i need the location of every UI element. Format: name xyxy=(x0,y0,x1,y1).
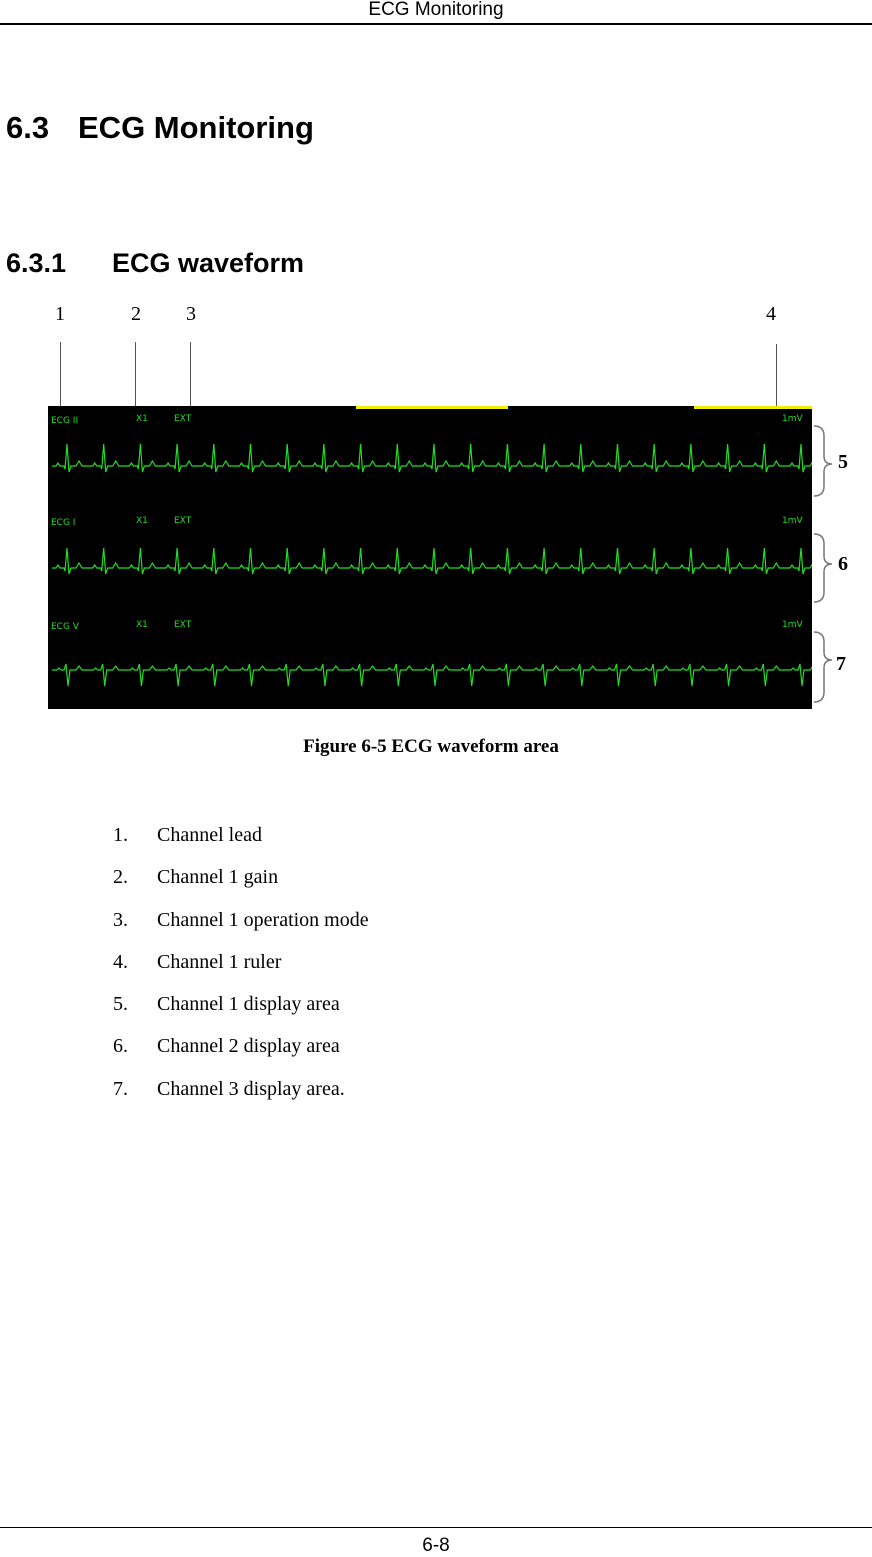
list-item: 6. Channel 2 display area xyxy=(113,1035,340,1058)
ecg-waveform-screen xyxy=(48,406,812,709)
figure-caption: Figure 6-5 ECG waveform area xyxy=(303,736,559,757)
callout-7: 7 xyxy=(836,653,846,675)
callout-6: 6 xyxy=(838,553,848,575)
section-heading xyxy=(6,110,314,146)
callout-4: 4 xyxy=(766,303,776,325)
list-item: 2. Channel 1 gain xyxy=(113,866,279,889)
channel-3-gain: X1 xyxy=(136,620,148,630)
leader-line-3 xyxy=(190,342,191,412)
yellow-indicator-bar xyxy=(356,406,508,409)
callout-2: 2 xyxy=(131,303,141,325)
channel-2-lead: ECG I xyxy=(51,518,76,528)
legend-list xyxy=(113,822,369,1118)
channel-3-ruler: 1mV xyxy=(782,620,803,630)
list-item: 4. Channel 1 ruler xyxy=(113,950,282,973)
channel-3-lead: ECG V xyxy=(51,622,79,632)
subsection-heading xyxy=(6,248,304,279)
callout-3: 3 xyxy=(186,303,196,325)
list-item: 7. Channel 3 display area. xyxy=(113,1077,345,1100)
channel-1-gain: X1 xyxy=(136,414,148,424)
page-footer xyxy=(0,1527,872,1557)
list-item: 1. Channel lead xyxy=(113,824,262,846)
section-title: ECG Monitoring xyxy=(78,110,314,145)
list-item: 5. Channel 1 display area xyxy=(113,993,340,1016)
channel-2-ruler: 1mV xyxy=(782,516,803,526)
channel-1-waveform xyxy=(48,436,812,496)
channel-1-mode: EXT xyxy=(174,414,192,424)
channel-2-waveform xyxy=(48,538,812,598)
section-number: 6.3 xyxy=(6,110,50,145)
yellow-indicator-bar xyxy=(694,406,812,409)
callout-1: 1 xyxy=(55,303,65,325)
page-number: 6-8 xyxy=(422,1535,450,1556)
list-item: 3. Channel 1 operation mode xyxy=(113,908,369,931)
leader-line-1 xyxy=(60,342,61,412)
channel-3-mode: EXT xyxy=(174,620,192,630)
subsection-title: ECG waveform xyxy=(112,248,305,278)
channel-2-gain: X1 xyxy=(136,516,148,526)
subsection-number: 6.3.1 xyxy=(6,248,67,278)
display-area-braces xyxy=(812,424,836,706)
callout-5: 5 xyxy=(838,451,848,473)
leader-line-2 xyxy=(135,342,136,412)
channel-2-mode: EXT xyxy=(174,516,192,526)
running-header xyxy=(0,0,872,25)
channel-3-waveform xyxy=(48,642,812,702)
channel-1-lead: ECG II xyxy=(51,416,79,426)
header-title: ECG Monitoring xyxy=(368,0,504,20)
channel-1-ruler: 1mV xyxy=(782,414,803,424)
